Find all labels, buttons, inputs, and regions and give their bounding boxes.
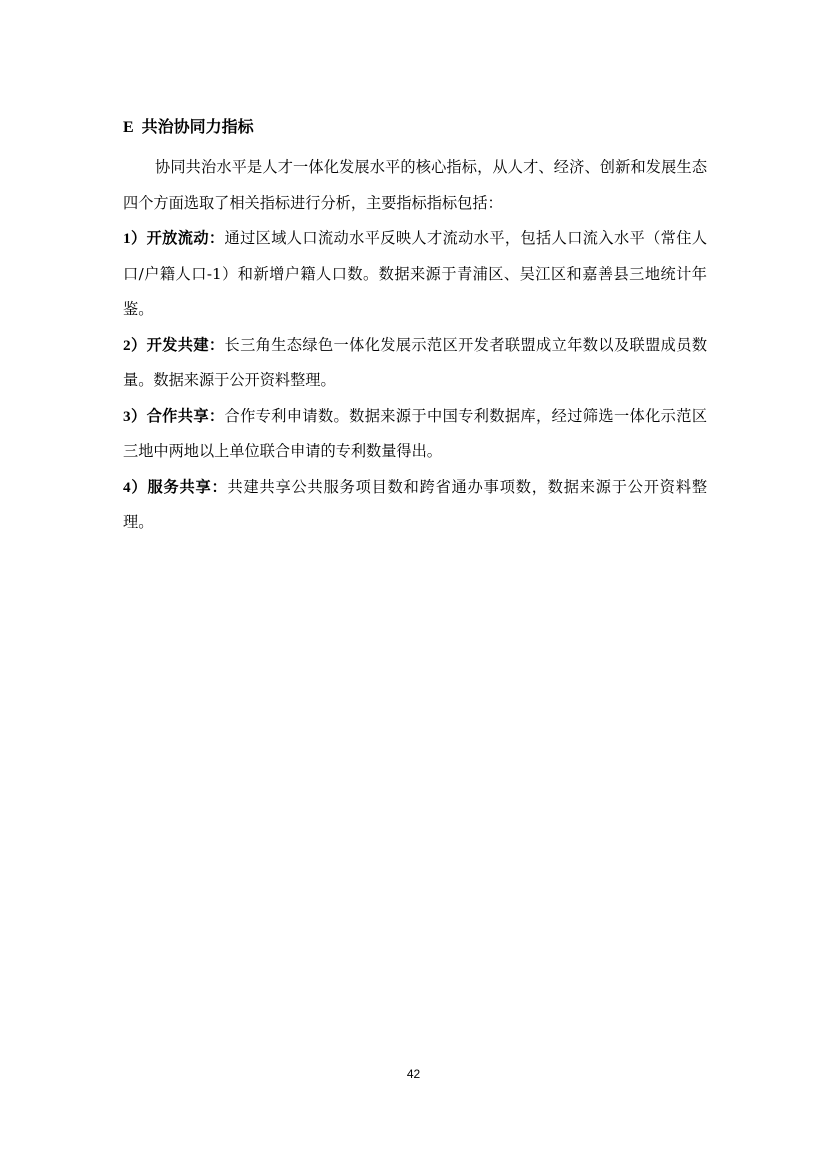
list-item	[123, 221, 707, 328]
item-text: 通过区域人口流动水平反映人才流动水平，包括人口流入水平（常住人口/户籍人口-1）和新增户籍人口数。数据来源于青浦区、吴江区和嘉善县三地统计年鉴。	[123, 229, 708, 318]
page-content	[123, 113, 707, 541]
item-text: 共建共享公共服务项目数和跨省通办事项数，数据来源于公开资料整理。	[123, 477, 708, 531]
list-item	[123, 328, 707, 399]
item-number: 2）	[123, 336, 147, 354]
item-label: 合作共享：	[146, 406, 225, 425]
section-title: 共治协同力指标	[141, 117, 254, 136]
item-text: 长三角生态绿色一体化发展示范区开发者联盟成立年数以及联盟成员数量。数据来源于公开资料整理。	[123, 335, 708, 389]
section-heading	[123, 113, 707, 141]
item-number: 3）	[123, 407, 147, 425]
item-number: 4）	[123, 478, 148, 496]
item-number: 1）	[123, 230, 147, 247]
intro-paragraph: 协同共治水平是人才一体化发展水平的核心指标，从人才、经济、创新和发展生态四个方面选取了相关指标进行分析，主要指标指标包括：	[123, 158, 707, 212]
list-item	[123, 470, 707, 541]
section-letter: E	[123, 119, 134, 136]
item-label: 开发共建：	[146, 335, 225, 354]
item-label: 服务共享：	[147, 477, 228, 496]
page-number: 42	[406, 1067, 421, 1081]
list-item	[123, 399, 707, 470]
item-text: 合作专利申请数。数据来源于中国专利数据库，经过筛选一体化示范区三地中两地以上单位联合申请的专利数量得出。	[123, 406, 708, 460]
item-label: 开放流动：	[146, 229, 225, 247]
